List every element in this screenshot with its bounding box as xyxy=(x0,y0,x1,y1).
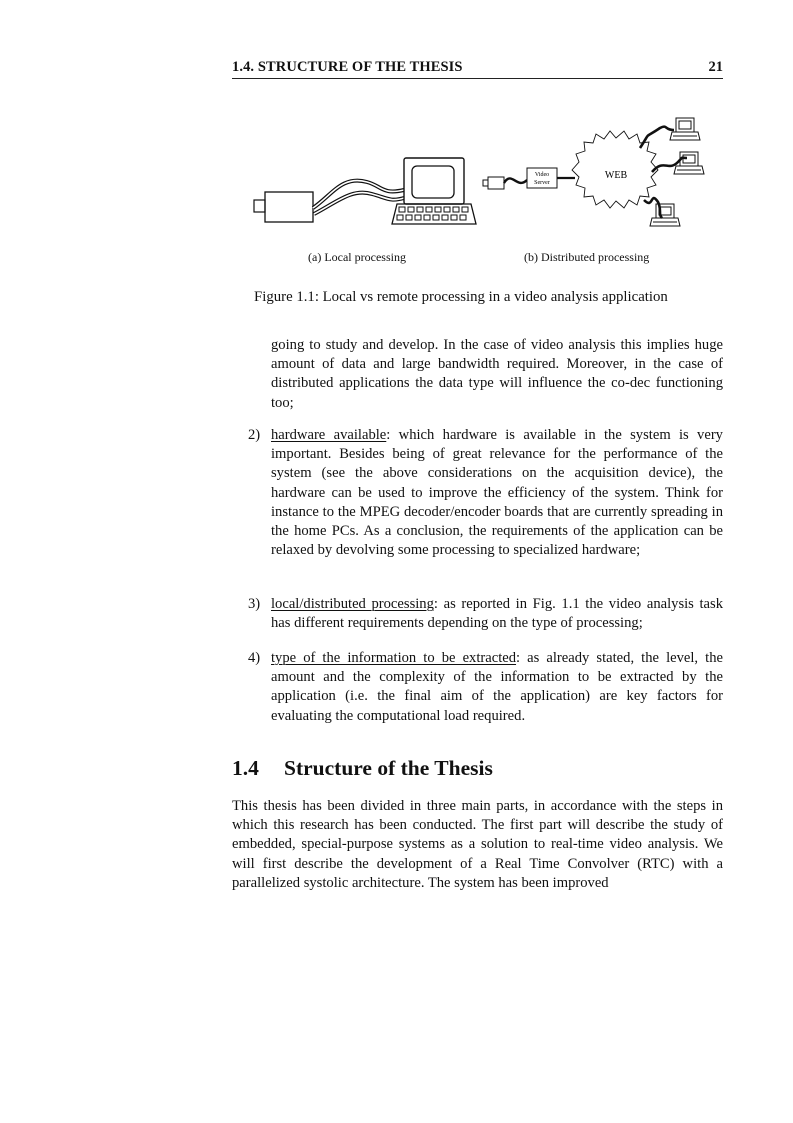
list-item-number: 2) xyxy=(248,427,261,443)
web-label: WEB xyxy=(604,170,628,181)
local-processing-illustration xyxy=(254,158,476,224)
small-camera-icon xyxy=(483,177,504,189)
subcaption-local: (a) Local processing xyxy=(308,250,406,264)
list-item-text: : as already stated, the level, the amount and the complexity of the information to be extracted by the application (i.e. the final aim of the application) are key factors for evaluating the computational load required. xyxy=(271,650,723,724)
list-item-body xyxy=(271,426,723,560)
figure-1-1 xyxy=(232,110,723,270)
remote-computer-1-icon xyxy=(670,118,700,140)
video-server-box xyxy=(527,168,557,188)
list-item-term: hardware available xyxy=(271,427,387,443)
list-item-number: 3) xyxy=(248,596,261,612)
remote-computer-3-icon xyxy=(650,204,680,226)
figure-caption: Figure 1.1: Local vs remote processing in a video analysis application xyxy=(254,289,668,305)
list-item-term: type of the information to be extracted xyxy=(271,650,517,666)
camera-icon xyxy=(254,192,313,222)
running-header-title: 1.4. STRUCTURE OF THE THESIS xyxy=(232,59,463,75)
list-item-term: local/distributed processing xyxy=(271,596,434,612)
camera-cable-icon xyxy=(504,178,527,183)
list-item-text: : as reported in Fig. 1.1 the video analysis task has different requirements depending on the type of processing; xyxy=(271,596,724,632)
list-item-number: 4) xyxy=(248,650,261,666)
section-number: 1.4 xyxy=(232,756,259,780)
section-heading xyxy=(232,756,493,781)
subcaption-distributed: (b) Distributed processing xyxy=(524,250,650,264)
list-item-body xyxy=(271,595,723,633)
figure-illustration xyxy=(232,110,723,240)
distributed-processing-illustration xyxy=(483,118,704,226)
body-paragraph: This thesis has been divided in three main parts, in accordance with the steps in which this research has been conducted. The first part will describe the study of embedded, special-purpose systems as a solution to real-time video analysis. We will first describe the development of a Real Time Convolver (RTC) with a parallelized systolic architecture. The system has been improved xyxy=(232,798,723,891)
video-server-label-2: Server xyxy=(534,180,550,186)
cable-icon xyxy=(313,181,404,214)
running-header xyxy=(232,58,723,79)
section-title: Structure of the Thesis xyxy=(284,756,493,780)
computer-terminal-icon xyxy=(392,158,476,224)
web-cloud-icon xyxy=(572,131,658,208)
video-server-label-1: Video xyxy=(534,172,550,178)
list-item-body xyxy=(271,649,723,726)
page-number: 21 xyxy=(708,59,723,75)
list-item-continuation: going to study and develop. In the case of video analysis this implies huge amount of data and large bandwidth required. Moreover, in the case of distributed applications the data type will influence the co-dec functioning too; xyxy=(271,337,723,411)
list-item-text: : which hardware is available in the system is very important. Besides being of great relevance for the performance of the system (see the above considerations on the acquisition device), the hardware can be used to improve the efficiency of the system. Think for instance to the MPEG decoder/encoder boards that are currently spreading in the home PCs. As a conclusion, the requirements of the application can be relaxed by devolving some processing to specialized hardware; xyxy=(271,427,723,559)
